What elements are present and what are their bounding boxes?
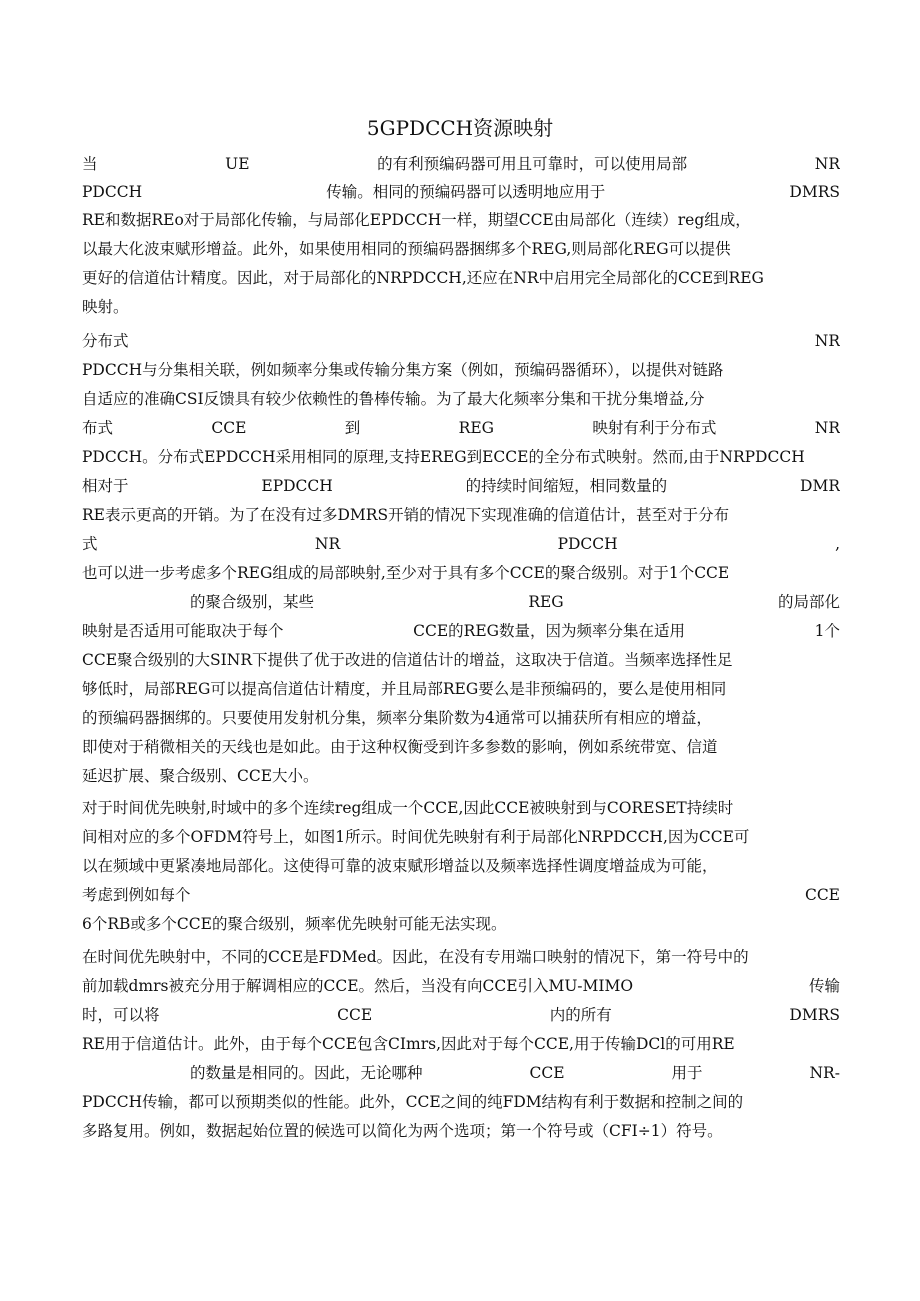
text-line: 间相对应的多个OFDM符号上，如图1所示。时间优先映射有利于局部化NRPDCCH,因为CCE可 [82,828,750,846]
text-line: 对于时间优先映射,时域中的多个连续reg组成一个CCE,因此CCE被映射到与CORESET持续时 [82,799,734,817]
text-line: 分布式 NR [82,332,840,350]
text-line: 的数量是相同的。因此，无论哪种 CCE 用于 NR- [190,1064,840,1082]
text-line: 当 UE 的有利预编码器可用且可靠时，可以使用局部 NR [82,155,840,173]
text-line: 以最大化波束赋形增益。此外，如果使用相同的预编码器捆绑多个REG,则局部化REG可以提供 [82,240,731,258]
text-line: PDCCH 传输。相同的预编码器可以透明地应用于 DMRS [82,183,840,201]
text-line: 多路复用。例如，数据起始位置的候选可以简化为两个选项；第一个符号或（CFI÷1）符号。 [82,1122,723,1140]
text-line: RE用于信道估计。此外，由于每个CCE包含CImrs,因此对于每个CCE,用于传输DCl的可用RE [82,1035,735,1053]
text-line: 在时间优先映射中，不同的CCE是FDMed。因此，在没有专用端口映射的情况下，第一符号中的 [82,948,749,966]
text-line: 考虑到例如每个 CCE [82,886,840,904]
text-line: PDCCH。分布式EPDCCH采用相同的原理,支持EREG到ECCE的全分布式映射。然而,由于NRPDCCH [82,448,805,466]
text-line: 也可以进一步考虑多个REG组成的局部映射,至少对于具有多个CCE的聚合级别。对于1个CCE [82,564,730,582]
text-line: CCE聚合级别的大SINR下提供了优于改进的信道估计的增益，这取决于信道。当频率选择性足 [82,651,733,669]
text-line: 式 NR PDCCH , [82,535,840,553]
text-line: 以在频域中更紧凑地局部化。这使得可靠的波束赋形增益以及频率选择性调度增益成为可能， [82,857,718,875]
text-line: PDCCH与分集相关联，例如频率分集或传输分集方案（例如，预编码器循环），以提供对链路 [82,361,724,379]
text-line: RE和数据REo对于局部化传输，与局部化EPDCCH一样，期望CCE由局部化（连续）reg组成， [82,211,751,229]
text-line: 自适应的准确CSI反馈具有较少依赖性的鲁棒传输。为了最大化频率分集和干扰分集增益,分 [82,390,705,408]
text-line: 6个RB或多个CCE的聚合级别，频率优先映射可能无法实现。 [82,915,507,933]
text-line: RE表示更高的开销。为了在没有过多DMRS开销的情况下实现准确的信道估计，甚至对于分布 [82,506,730,524]
text-line: 映射是否适用可能取决于每个 CCE的REG数量，因为频率分集在适用 1个 [82,622,840,640]
text-line: 布式 CCE 到 REG 映射有利于分布式 NR [82,419,840,437]
page-title: 5GPDCCH资源映射 [366,116,554,140]
text-line: PDCCH传输，都可以预期类似的性能。此外，CCE之间的纯FDM结构有利于数据和控制之间的 [82,1093,744,1111]
text-line: 的聚合级别，某些 REG 的局部化 [190,593,840,611]
text-line: 相对于 EPDCCH 的持续时间缩短，相同数量的 DMR [82,477,840,495]
text-line: 映射。 [82,298,129,316]
text-line: 够低时，局部REG可以提高信道估计精度，并且局部REG要么是非预编码的，要么是使用相同 [82,680,727,698]
text-line: 更好的信道估计精度。因此，对于局部化的NRPDCCH,还应在NR中启用完全局部化的CCE到REG [82,269,764,287]
text-line: 的预编码器捆绑的。只要使用发射机分集，频率分集阶数为4通常可以捕获所有相应的增益， [82,709,712,727]
text-line: 延迟扩展、聚合级别、CCE大小。 [82,767,319,785]
text-line: 时，可以将 CCE 内的所有 DMRS [82,1006,840,1024]
text-line: 即使对于稍微相关的天线也是如此。由于这种权衡受到许多参数的影响，例如系统带宽、信道 [82,738,718,756]
text-line: 前加载dmrs被充分用于解调相应的CCE。然后，当没有向CCE引入MU-MIMO 传输 [82,977,840,995]
